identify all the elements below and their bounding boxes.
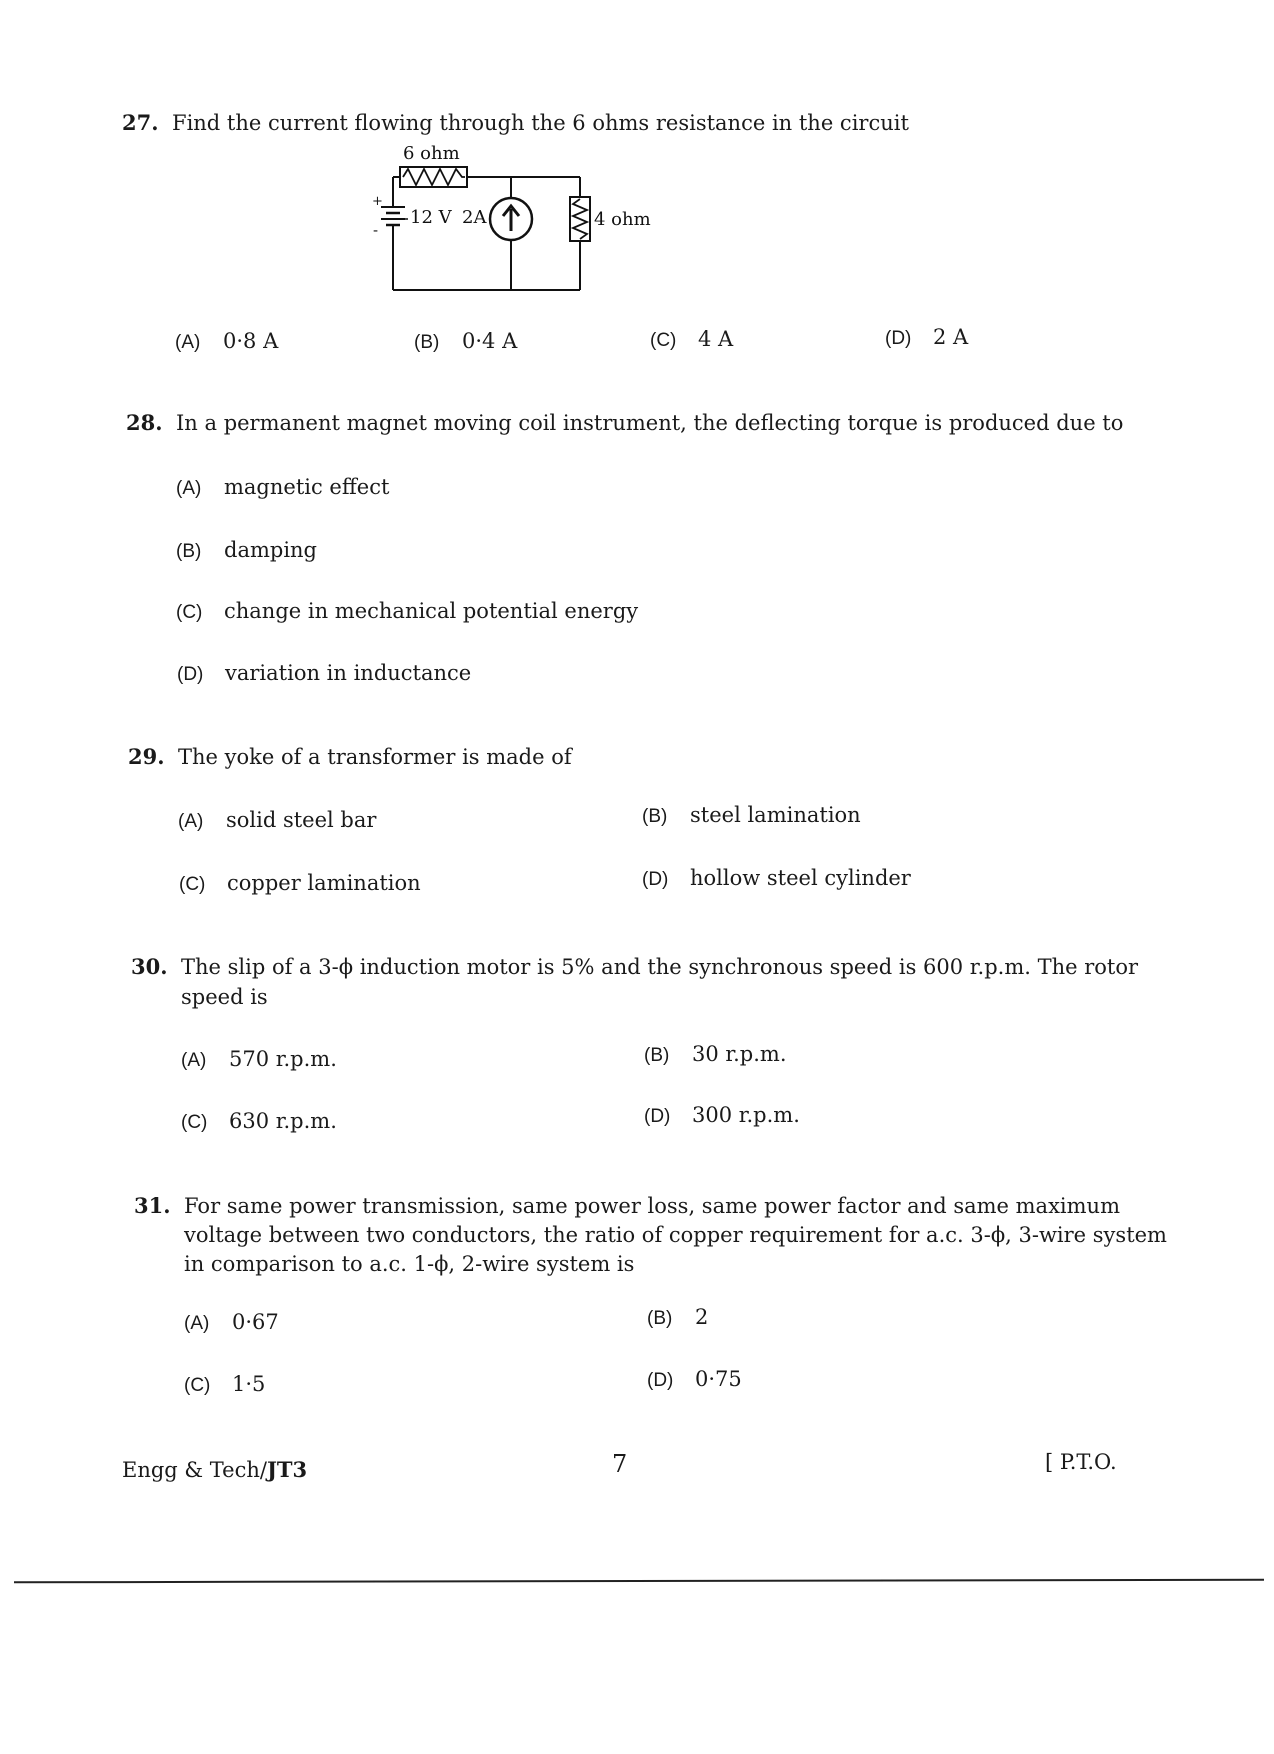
- option-29-a[interactable]: [178, 806, 376, 836]
- option-29-d[interactable]: [642, 864, 911, 894]
- option-text: 2: [695, 1305, 709, 1329]
- option-30-d[interactable]: [644, 1101, 800, 1131]
- question-27: [122, 108, 1122, 138]
- option-label: (C): [181, 1112, 208, 1133]
- option-text: damping: [224, 538, 318, 562]
- option-31-b[interactable]: [647, 1303, 708, 1333]
- question-30: [131, 952, 1161, 1014]
- question-number: 29.: [128, 744, 165, 769]
- option-27-c[interactable]: [650, 325, 733, 355]
- option-text: copper lamination: [227, 871, 421, 895]
- option-29-c[interactable]: [179, 869, 421, 899]
- option-text: 0·75: [695, 1367, 742, 1391]
- question-number: 31.: [134, 1193, 171, 1218]
- question-text: In a permanent magnet moving coil instrument, the deflecting torque is produced due to: [176, 411, 1124, 435]
- option-label: (A): [178, 811, 204, 832]
- page-number: 7: [612, 1450, 628, 1478]
- option-30-c[interactable]: [181, 1107, 337, 1137]
- option-30-b[interactable]: [644, 1040, 787, 1070]
- option-label: (D): [647, 1370, 674, 1391]
- option-label: (A): [184, 1313, 210, 1334]
- option-28-d[interactable]: [177, 659, 471, 689]
- question-text-line-1: For same power transmission, same power loss, same power factor and same maximum: [184, 1194, 1120, 1218]
- option-text: 570 r.p.m.: [229, 1047, 337, 1071]
- resistor-6-ohm: [400, 167, 467, 187]
- footer-code: JT3: [266, 1457, 308, 1482]
- option-31-c[interactable]: [184, 1370, 265, 1400]
- current-source-icon: [490, 198, 532, 240]
- bottom-rule: [14, 1579, 1264, 1584]
- option-30-a[interactable]: [181, 1045, 337, 1075]
- option-label: (A): [176, 478, 202, 499]
- option-label: (D): [885, 328, 912, 349]
- option-text: magnetic effect: [224, 475, 390, 499]
- option-text: 1·5: [232, 1372, 266, 1396]
- question-31: [134, 1191, 1174, 1283]
- current-source-label: 2A: [462, 207, 487, 228]
- option-31-a[interactable]: [184, 1308, 279, 1338]
- question-29: [128, 742, 1128, 772]
- voltage-label: 12 V: [410, 207, 452, 228]
- option-text: 0·8 A: [223, 329, 279, 353]
- option-label: (B): [414, 332, 440, 353]
- option-label: (C): [176, 602, 203, 623]
- option-text: change in mechanical potential energy: [224, 599, 639, 623]
- option-text: 0·4 A: [462, 329, 518, 353]
- question-28: [126, 408, 1126, 438]
- option-text: 30 r.p.m.: [692, 1042, 787, 1066]
- option-text: steel lamination: [690, 803, 861, 827]
- option-text: 2 A: [933, 325, 969, 349]
- question-text: The yoke of a transformer is made of: [178, 745, 572, 769]
- option-text: 630 r.p.m.: [229, 1109, 337, 1133]
- option-text: 300 r.p.m.: [692, 1103, 800, 1127]
- battery-icon: [372, 194, 405, 239]
- question-text-line-2: speed is: [181, 985, 268, 1009]
- option-28-c[interactable]: [176, 597, 638, 627]
- footer-subject: Engg & Tech/: [122, 1458, 267, 1482]
- option-27-b[interactable]: [414, 327, 517, 357]
- option-text: 4 A: [698, 327, 734, 351]
- option-label: (C): [650, 330, 677, 351]
- option-label: (B): [644, 1045, 670, 1066]
- resistor-top-label: 6 ohm: [403, 145, 460, 164]
- option-label: (B): [647, 1308, 673, 1329]
- circuit-diagram: [370, 145, 690, 305]
- footer-pto: [ P.T.O.: [1045, 1450, 1117, 1474]
- option-label: (D): [642, 869, 669, 890]
- option-27-a[interactable]: [175, 327, 278, 357]
- option-label: (D): [177, 664, 204, 685]
- question-text-line-1: The slip of a 3-ϕ induction motor is 5% and the synchronous speed is 600 r.p.m. The rotor: [181, 955, 1139, 979]
- option-27-d[interactable]: [885, 323, 968, 353]
- option-28-b[interactable]: [176, 536, 317, 566]
- option-label: (D): [644, 1106, 671, 1127]
- option-text: 0·67: [232, 1310, 279, 1334]
- resistor-4-ohm: [570, 197, 590, 241]
- option-text: solid steel bar: [226, 808, 377, 832]
- svg-text:+: +: [372, 194, 383, 209]
- option-text: variation in inductance: [225, 661, 472, 685]
- option-label: (B): [642, 806, 668, 827]
- question-text: Find the current flowing through the 6 ohms resistance in the circuit: [172, 111, 909, 135]
- option-label: (A): [181, 1050, 207, 1071]
- footer-left: [122, 1457, 307, 1482]
- question-number: 27.: [122, 110, 159, 135]
- svg-text:-: -: [373, 221, 379, 239]
- option-label: (B): [176, 541, 202, 562]
- option-29-b[interactable]: [642, 801, 861, 831]
- resistor-right-label: 4 ohm: [594, 209, 651, 230]
- option-label: (A): [175, 332, 201, 353]
- option-28-a[interactable]: [176, 473, 389, 503]
- option-31-d[interactable]: [647, 1365, 742, 1395]
- question-number: 28.: [126, 410, 163, 435]
- question-text-line-2: voltage between two conductors, the ratio of copper requirement for a.c. 3-ϕ, 3-wire system: [184, 1223, 1167, 1247]
- option-label: (C): [184, 1375, 211, 1396]
- question-text-line-3: in comparison to a.c. 1-ϕ, 2-wire system is: [184, 1252, 635, 1276]
- option-text: hollow steel cylinder: [690, 866, 911, 890]
- question-number: 30.: [131, 954, 168, 979]
- option-label: (C): [179, 874, 206, 895]
